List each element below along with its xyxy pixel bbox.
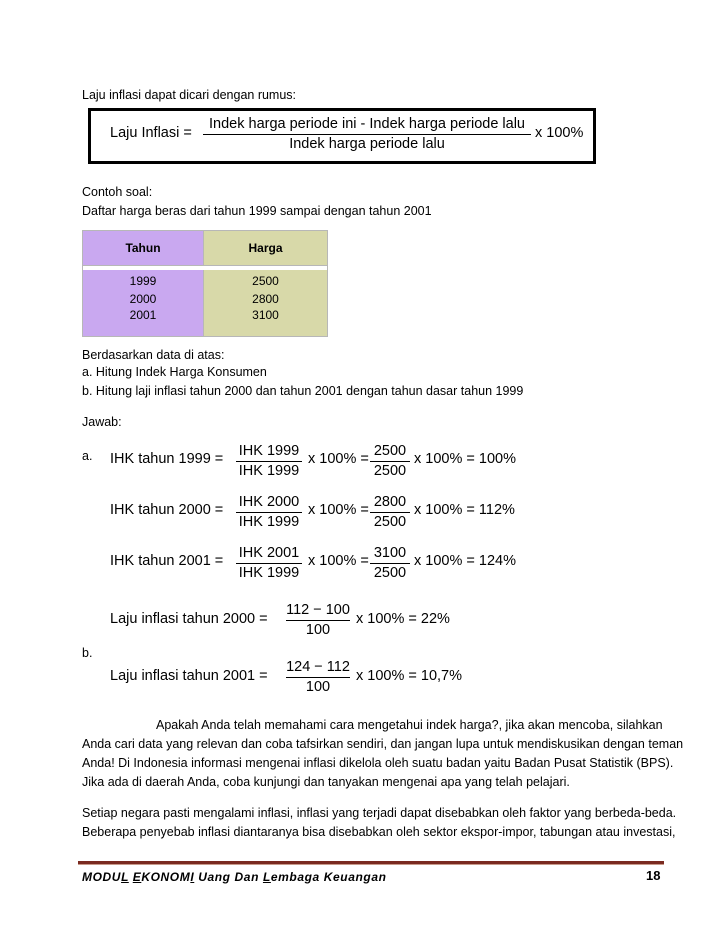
ihk-denominator: IHK 1999 [238,463,300,479]
laju-numerator: 112 − 100 [286,602,350,618]
ihk-value-numerator: 2500 [373,443,407,459]
paragraph-1-line-2: Anda cari data yang relevan dan coba tafsirkan sendiri, dan jangan lupa untuk mendiskusikan dengan teman [82,737,684,751]
ihk-numerator: IHK 1999 [238,443,300,459]
ihk-mid: x 100% = [308,502,369,518]
formula-fraction [203,116,531,153]
laju-result: x 100% = 10,7% [356,668,463,684]
laju-numerator: 124 − 112 [286,659,350,675]
laju-lhs: Laju inflasi tahun 2001 = [110,668,268,684]
ihk-lhs: IHK tahun 2001 = [110,553,224,569]
page-number: 18 [646,868,661,883]
ihk-numerator: IHK 2001 [238,545,300,561]
paragraph-1-line-3: Anda! Di Indonesia informasi mengenai inflasi dikelola oleh suatu badan yaitu Badan Pusat Statistik (BPS). [82,756,674,770]
ihk-fraction [236,545,302,582]
ihk-result: x 100% = 100% [414,451,516,467]
formula-box [88,108,596,164]
footer-title: MODUL EKONOMI Uang Dan Lembaga Keuangan [82,870,387,884]
laju-fraction [286,602,350,639]
table-cell-year: 2000 [83,290,204,308]
ihk-lhs: IHK tahun 2000 = [110,502,224,518]
paragraph-1-line-4: Jika ada di daerah Anda, coba kunjungi dan tanyakan mengenai apa yang telah pelajari. [82,775,570,789]
laju-fraction [286,659,350,696]
ihk-mid: x 100% = [308,451,369,467]
ihk-denominator: IHK 1999 [238,565,300,581]
ihk-value-denominator: 2500 [373,565,407,581]
ihk-numerator: IHK 2000 [238,494,300,510]
ihk-denominator: IHK 1999 [238,514,300,530]
table-cell-price: 2500 [204,270,328,290]
formula-suffix: x 100% [535,125,584,141]
price-table [82,230,328,337]
ihk-value-numerator: 2800 [373,494,407,510]
laju-lhs: Laju inflasi tahun 2000 = [110,611,268,627]
fraction-bar [203,134,531,135]
intro-text: Laju inflasi dapat dicari dengan rumus: [82,88,297,102]
ihk-lhs: IHK tahun 1999 = [110,451,224,467]
formula-numerator: Indek harga periode ini - Indek harga periode lalu [209,116,525,132]
ihk-result: x 100% = 124% [414,553,516,569]
example-title: Contoh soal: [82,185,153,199]
table-cell-year: 2001 [83,308,204,337]
question-intro: Berdasarkan data di atas: [82,348,225,362]
ihk-value-denominator: 2500 [373,514,407,530]
paragraph-2-line-2: Beberapa penyebab inflasi diantaranya bisa disebabkan oleh sektor ekspor-impor, tabungan atau investasi, [82,825,676,839]
formula-denominator: Indek harga periode lalu [289,136,445,152]
laju-denominator: 100 [305,622,331,638]
example-description: Daftar harga beras dari tahun 1999 sampai dengan tahun 2001 [82,204,432,218]
table-header-tahun: Tahun [83,231,204,266]
question-a: a. Hitung Indek Harga Konsumen [82,365,267,379]
ihk-result: x 100% = 112% [414,502,515,518]
label-b: b. [82,646,93,660]
ihk-mid: x 100% = [308,553,369,569]
table-cell-price: 3100 [204,308,328,337]
question-b: b. Hitung laji inflasi tahun 2000 dan tahun 2001 dengan tahun dasar tahun 1999 [82,384,524,398]
paragraph-2-line-1: Setiap negara pasti mengalami inflasi, inflasi yang terjadi dapat disebabkan oleh faktor yang berbeda-beda. [82,806,677,820]
answer-label: Jawab: [82,415,122,429]
ihk-value-fraction [370,494,410,531]
ihk-value-numerator: 3100 [373,545,407,561]
ihk-value-fraction [370,443,410,480]
table-header-harga: Harga [204,231,328,266]
laju-denominator: 100 [305,679,331,695]
ihk-value-fraction [370,545,410,582]
label-a: a. [82,449,93,463]
paragraph-1-line-1: Apakah Anda telah memahami cara mengetahui indek harga?, jika akan mencoba, silahkan [156,718,663,732]
table-cell-year: 1999 [83,270,204,290]
laju-result: x 100% = 22% [356,611,450,627]
ihk-fraction [236,443,302,480]
ihk-value-denominator: 2500 [373,463,407,479]
formula-lhs: Laju Inflasi = [110,125,192,141]
table-cell-price: 2800 [204,290,328,308]
ihk-fraction [236,494,302,531]
footer-rule-thin [78,864,664,865]
